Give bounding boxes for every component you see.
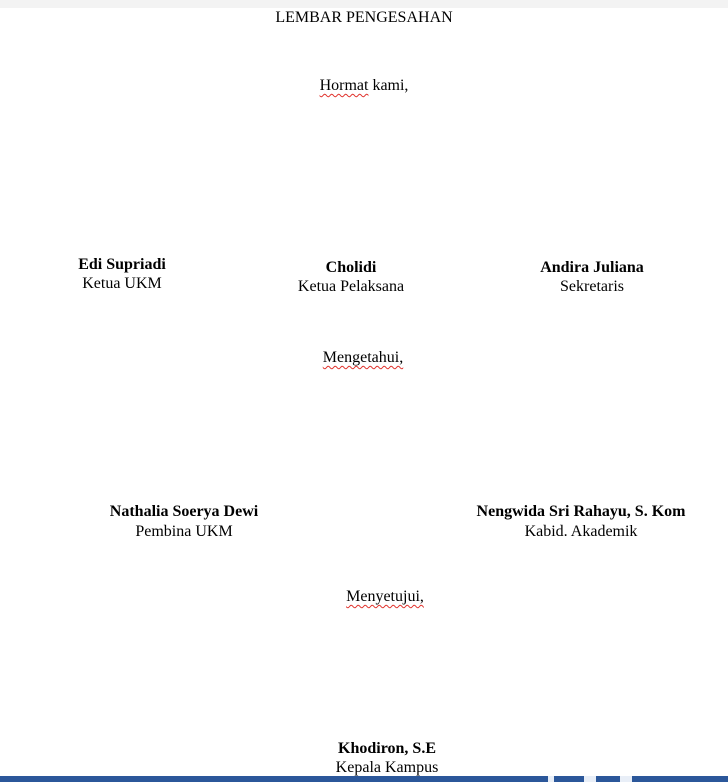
- taskbar-icon-3[interactable]: [620, 776, 632, 782]
- signatory-role-sekretaris: Sekretaris: [560, 278, 624, 295]
- acknowledge-line: [323, 348, 403, 367]
- signatory-name-sekretaris: Andira Juliana: [540, 259, 644, 276]
- taskbar-icon-1[interactable]: [548, 776, 554, 782]
- signatory-role-ketua-ukm: Ketua UKM: [82, 275, 162, 292]
- approve-word: Menyetujui,: [346, 588, 424, 605]
- greeting-word-hormat: Hormat: [319, 77, 369, 94]
- greeting-word-kami: kami,: [368, 77, 409, 94]
- taskbar: [0, 776, 728, 782]
- signatory-name-kepala-kampus: Khodiron, S.E: [338, 740, 436, 757]
- acknowledge-word: Mengetahui,: [322, 349, 404, 366]
- signatory-name-ketua-pelaksana: Cholidi: [325, 259, 377, 276]
- signatory-name-kabid: Nengwida Sri Rahayu, S. Kom: [476, 503, 686, 520]
- approve-line: [346, 587, 424, 606]
- top-toolbar-edge: [0, 0, 728, 8]
- signatory-role-kabid: Kabid. Akademik: [524, 523, 638, 540]
- signatory-role-ketua-pelaksana: Ketua Pelaksana: [297, 278, 405, 295]
- signatory-role-kepala-kampus: Kepala Kampus: [335, 759, 439, 776]
- signatory-name-pembina: Nathalia Soerya Dewi: [109, 503, 259, 520]
- signatory-role-pembina: Pembina UKM: [135, 523, 233, 540]
- document-title: LEMBAR PENGESAHAN: [275, 9, 453, 26]
- signatory-name-ketua-ukm: Edi Supriadi: [78, 256, 166, 273]
- greeting-line: [320, 76, 409, 95]
- taskbar-icon-2[interactable]: [584, 776, 596, 782]
